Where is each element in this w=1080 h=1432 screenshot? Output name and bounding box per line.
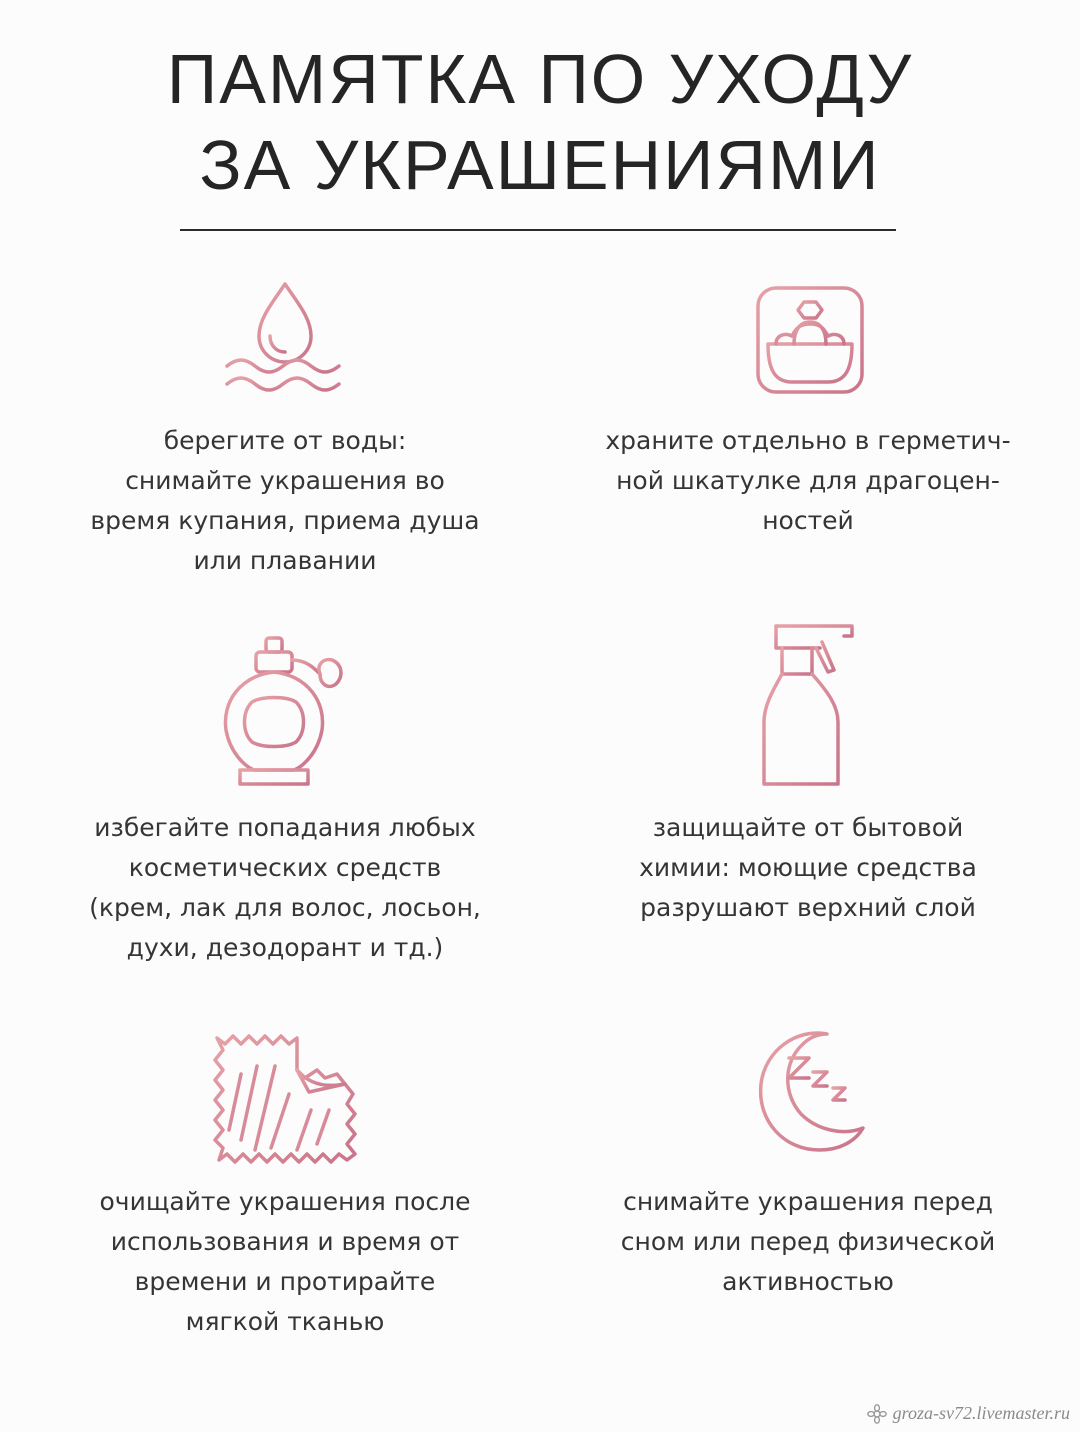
page-title-line-1: ПАМЯТКА ПО УХОДУ	[166, 40, 914, 118]
tip-cosmetics-line: косметических средств	[128, 853, 442, 882]
tip-cleaning-line: времени и протирайте	[134, 1267, 436, 1296]
tip-sleep-line: активностью	[722, 1267, 894, 1296]
tip-water-line: или плавании	[193, 546, 377, 575]
tip-cleaning-line: очищайте украшения после	[99, 1187, 471, 1216]
tip-water-line: снимайте украшения во	[125, 466, 445, 495]
tip-sleep-text	[568, 1182, 1048, 1302]
water-drop-icon	[45, 278, 525, 418]
tip-household-chemicals-line: защищайте от бытовой	[652, 813, 964, 842]
tip-cleaning-text	[45, 1182, 525, 1342]
tip-sleep-line: снимайте украшения перед	[623, 1187, 993, 1216]
tip-jewelry-box-line: ностей	[762, 506, 854, 535]
tip-water-line: берегите от воды:	[163, 426, 407, 455]
cleaning-cloth-icon	[45, 1030, 525, 1170]
tip-cosmetics-line: избегайте попадания любых	[94, 813, 476, 842]
perfume-bottle-icon	[45, 628, 525, 768]
spray-bottle-icon	[568, 622, 1048, 762]
moon-sleep-icon	[568, 1022, 1048, 1162]
flower-icon	[867, 1404, 887, 1424]
title-divider	[180, 229, 896, 231]
tip-cleaning-line: использования и время от	[110, 1227, 460, 1256]
tip-jewelry-box-line: храните отдельно в герметич-	[605, 426, 1011, 455]
tip-cleaning-line: мягкой тканью	[185, 1307, 385, 1336]
tip-jewelry-box-text	[568, 421, 1048, 541]
page-title-line-2: ЗА УКРАШЕНИЯМИ	[199, 126, 881, 204]
watermark-text: groza-sv72.livemaster.ru	[892, 1403, 1070, 1423]
tip-sleep-line: сном или перед физической	[620, 1227, 996, 1256]
tip-water-line: время купания, приема душа	[90, 506, 480, 535]
tip-jewelry-box-line: ной шкатулке для драгоцен-	[616, 466, 1000, 495]
watermark	[867, 1403, 1070, 1424]
tip-cosmetics-text	[45, 808, 525, 968]
tip-household-chemicals-line: химии: моющие средства	[639, 853, 977, 882]
tip-cosmetics-line: духи, дезодорант и тд.)	[126, 933, 444, 962]
tip-household-chemicals-line: разрушают верхний слой	[640, 893, 976, 922]
tip-water-text	[45, 421, 525, 581]
jewelry-box-icon	[568, 278, 1048, 418]
tip-household-chemicals-text	[568, 808, 1048, 928]
tip-cosmetics-line: (крем, лак для волос, лосьон,	[89, 893, 481, 922]
page-title	[0, 36, 1080, 208]
